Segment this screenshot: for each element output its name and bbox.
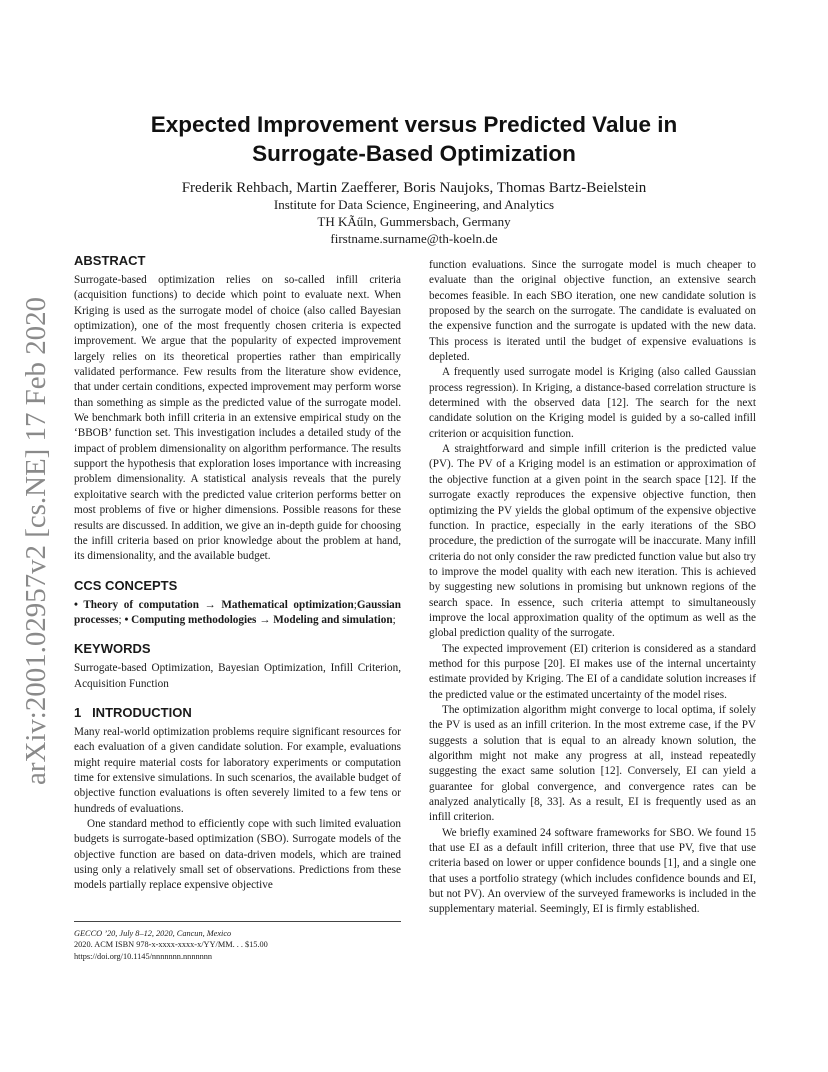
left-column	[74, 253, 401, 894]
affiliation-location: TH KÃűln, Gummersbach, Germany	[317, 214, 511, 229]
title-line-2: Surrogate-Based Optimization	[252, 141, 576, 166]
intro-paragraph-1: Many real-world optimization problems require significant resources for each evaluation of a given candidate solution. For example, evaluations might require material costs for laboratory experiments or computation time for extensive simulations. In such scenarios, the available budget of objective function evaluations is often severely limited to a few tens or hundreds of evaluations.	[74, 725, 401, 815]
affiliation-institute: Institute for Data Science, Engineering, and Analytics	[273, 197, 555, 212]
ccs-separator-3: ;	[392, 613, 396, 626]
footnote-isbn: 2020. ACM ISBN 978-x-xxxx-xxxx-x/YY/MM. . . $15.00	[74, 940, 268, 950]
ccs-heading: CCS CONCEPTS	[74, 577, 178, 593]
abstract-text: Surrogate-based optimization relies on so-called infill criteria (acquisition functions) to decide which point to evaluate next. When Kriging is used as the surrogate model of choice (also called Bayesian optimization), one of the most frequently chosen criteria is expected improvement. We argue that the popularity of expected improvement largely relies on its theoretical properties rather than empirically validated performance. Few results from the literature show evidence, that under certain conditions, expected improvement may perform worse than something as simple as the predicted value of the surrogate model. We benchmark both infill criteria in an extensive empirical study on the ‘BBOB’ function set. This investigation includes a detailed study of the impact of problem dimensionality on algorithm performance. The results support the hypothesis that exploration loses importance with increasing problem dimensionality. A statistical analysis reveals that the purely exploitative search with the predicted value criterion performs better on most problems of five or higher dimensions. Possible reasons for these results are discussed. In addition, we give an in-depth guide for choosing the infill criteria based on prior knowledge about the problem at hand, its dimensionality, and the available budget.	[74, 274, 401, 563]
footnote-venue: GECCO ’20, July 8–12, 2020, Cancun, Mexico	[74, 929, 232, 938]
affiliation	[74, 196, 754, 247]
paper-title	[74, 110, 754, 168]
ccs-separator-1: ;	[353, 598, 357, 611]
intro-paragraph-7: The optimization algorithm might converge to local optima, if solely the PV is used as an infill criterion. In the most extreme case, if the PV suggests a solution that is equal to an already known solution, the algorithm might not make any progress at all, instead repeatedly suggesting the exact same solution [12]. Conversely, EI can yield a guarantee for global convergence, and convergence rates can be analyzed analytically [8, 33]. As a result, EI is frequently used as an infill criterion.	[429, 703, 756, 824]
keywords-text: Surrogate-based Optimization, Bayesian Optimization, Infill Criterion, Acquisition Function	[74, 662, 401, 690]
ccs-separator-2: ;	[118, 613, 122, 626]
author-email: firstname.surname@th-koeln.de	[330, 231, 498, 246]
right-column	[429, 258, 756, 918]
ccs-concept-2: Gaussian processes	[74, 598, 401, 626]
arxiv-stamp-text: arXiv:2001.02957v2 [cs.NE] 17 Feb 2020	[20, 295, 52, 785]
intro-paragraph-4: A frequently used surrogate model is Kriging (also called Gaussian process regression). In Kriging, a distance-based correlation structure is determined with the observed data [12]. The search for the next candidate solution on the Kriging model is guided by a so-called infill criterion or acquisition function.	[429, 366, 756, 440]
arxiv-stamp	[14, 290, 54, 790]
authors: Frederik Rehbach, Martin Zaefferer, Boris Naujoks, Thomas Bartz-Beielstein	[181, 180, 647, 196]
intro-paragraph-2: One standard method to efficiently cope with such limited evaluation budgets is surrogate-based optimization (SBO). Surrogate models of the objective function are based on data-driven models, which are trained using only a relatively small set of observations. Predictions from these models partially replace expensive objective	[74, 817, 401, 892]
footnote	[74, 921, 401, 962]
intro-paragraph-6: The expected improvement (EI) criterion is considered as a standard method for this purpose [20]. EI makes use of the internal uncertainty estimate provided by Kriging. The EI of a candidate solution increases if the predicted value or the estimated uncertainty of the model rises.	[429, 642, 756, 701]
introduction-heading: 1 INTRODUCTION	[74, 704, 192, 720]
intro-paragraph-8: We briefly examined 24 software frameworks for SBO. We found 15 that use EI as a default infill criterion, three that use PV, five that use criteria based on lower or upper confidence bounds [1], and a single one that uses a portfolio strategy (which includes confidence bounds and EI, but not PV). An overview of the surveyed frameworks is included in the supplementary material. Seemingly, EI is firmly established.	[429, 826, 756, 916]
intro-paragraph-5: A straightforward and simple infill criterion is the predicted value (PV). The PV of a Kriging model is an estimation or approximation of the objective function at a given point in the search space [12]. If the surrogate exactly reproduces the expensive objective function, then optimizing the PV yields the global optimum of the expensive objective function. In practice, especially in the early iterations of the SBO procedure, the prediction of the surrogate will be inaccurate. Many infill criteria do not only consider the raw predicted function value but also try to improve the model quality with each new iteration. This is achieved by suggesting new solutions in promising but unknown regions of the search space. In essence, such criteria attempt to simultaneously improve the local approximation quality of the optimum as well as the global prediction quality of the surrogate.	[429, 443, 756, 640]
ccs-concepts	[74, 598, 401, 629]
intro-paragraph-3: function evaluations. Since the surrogate model is much cheaper to evaluate than the original objective function, an extensive search becomes feasible. In each SBO iteration, one new candidate solution is proposed by the search on the surrogate. The candidate is evaluated on the expensive function and the surrogate is updated with the new data. This process is iterated until the budget of expensive evaluations is depleted.	[429, 259, 756, 364]
footnote-doi[interactable]: https://doi.org/10.1145/nnnnnnn.nnnnnnn	[74, 951, 213, 961]
ccs-concept-3: • Computing methodologies → Modeling and simulation	[124, 613, 393, 626]
abstract-heading: ABSTRACT	[74, 253, 146, 268]
title-line-1: Expected Improvement versus Predicted Value in	[150, 112, 678, 137]
ccs-concept-1: • Theory of computation → Mathematical optimization	[74, 598, 354, 611]
keywords-heading: KEYWORDS	[74, 641, 151, 657]
